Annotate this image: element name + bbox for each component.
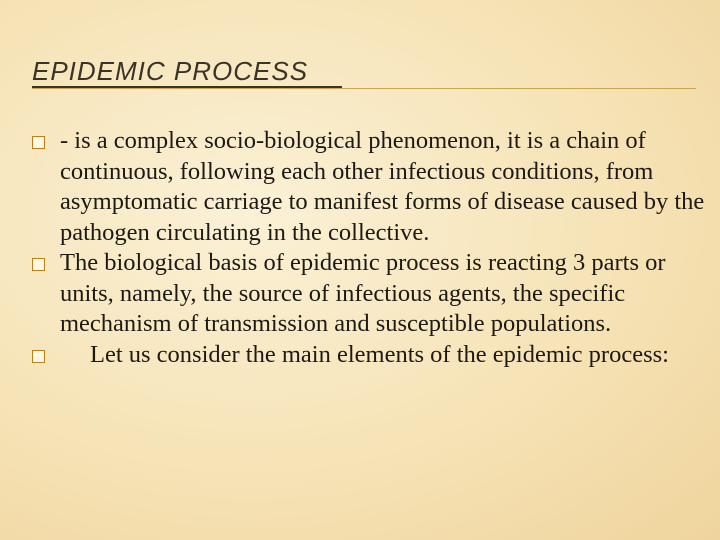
square-bullet-icon bbox=[32, 350, 45, 363]
bullet-text: - is a complex socio-biological phenomenon, it is a chain of continuous, following each other infectious conditions, from asymptomatic carriage to manifest forms of disease caused by the pathogen circulating in the collective. bbox=[60, 127, 705, 246]
bullet-list bbox=[32, 126, 712, 370]
slide-title: EPIDEMIC PROCESS bbox=[32, 56, 309, 86]
title-underline bbox=[32, 86, 342, 88]
bullet-item bbox=[32, 126, 712, 248]
title-divider bbox=[32, 88, 696, 89]
square-bullet-icon bbox=[32, 136, 45, 149]
bullet-text: The biological basis of epidemic process is reacting 3 parts or units, namely, the source of infectious agents, the specific mechanism of transmission and susceptible populations. bbox=[60, 249, 666, 337]
bullet-item bbox=[32, 248, 712, 340]
bullet-text: Let us consider the main elements of the epidemic process: bbox=[90, 340, 669, 368]
square-bullet-icon bbox=[32, 258, 45, 271]
bullet-item bbox=[32, 340, 712, 371]
